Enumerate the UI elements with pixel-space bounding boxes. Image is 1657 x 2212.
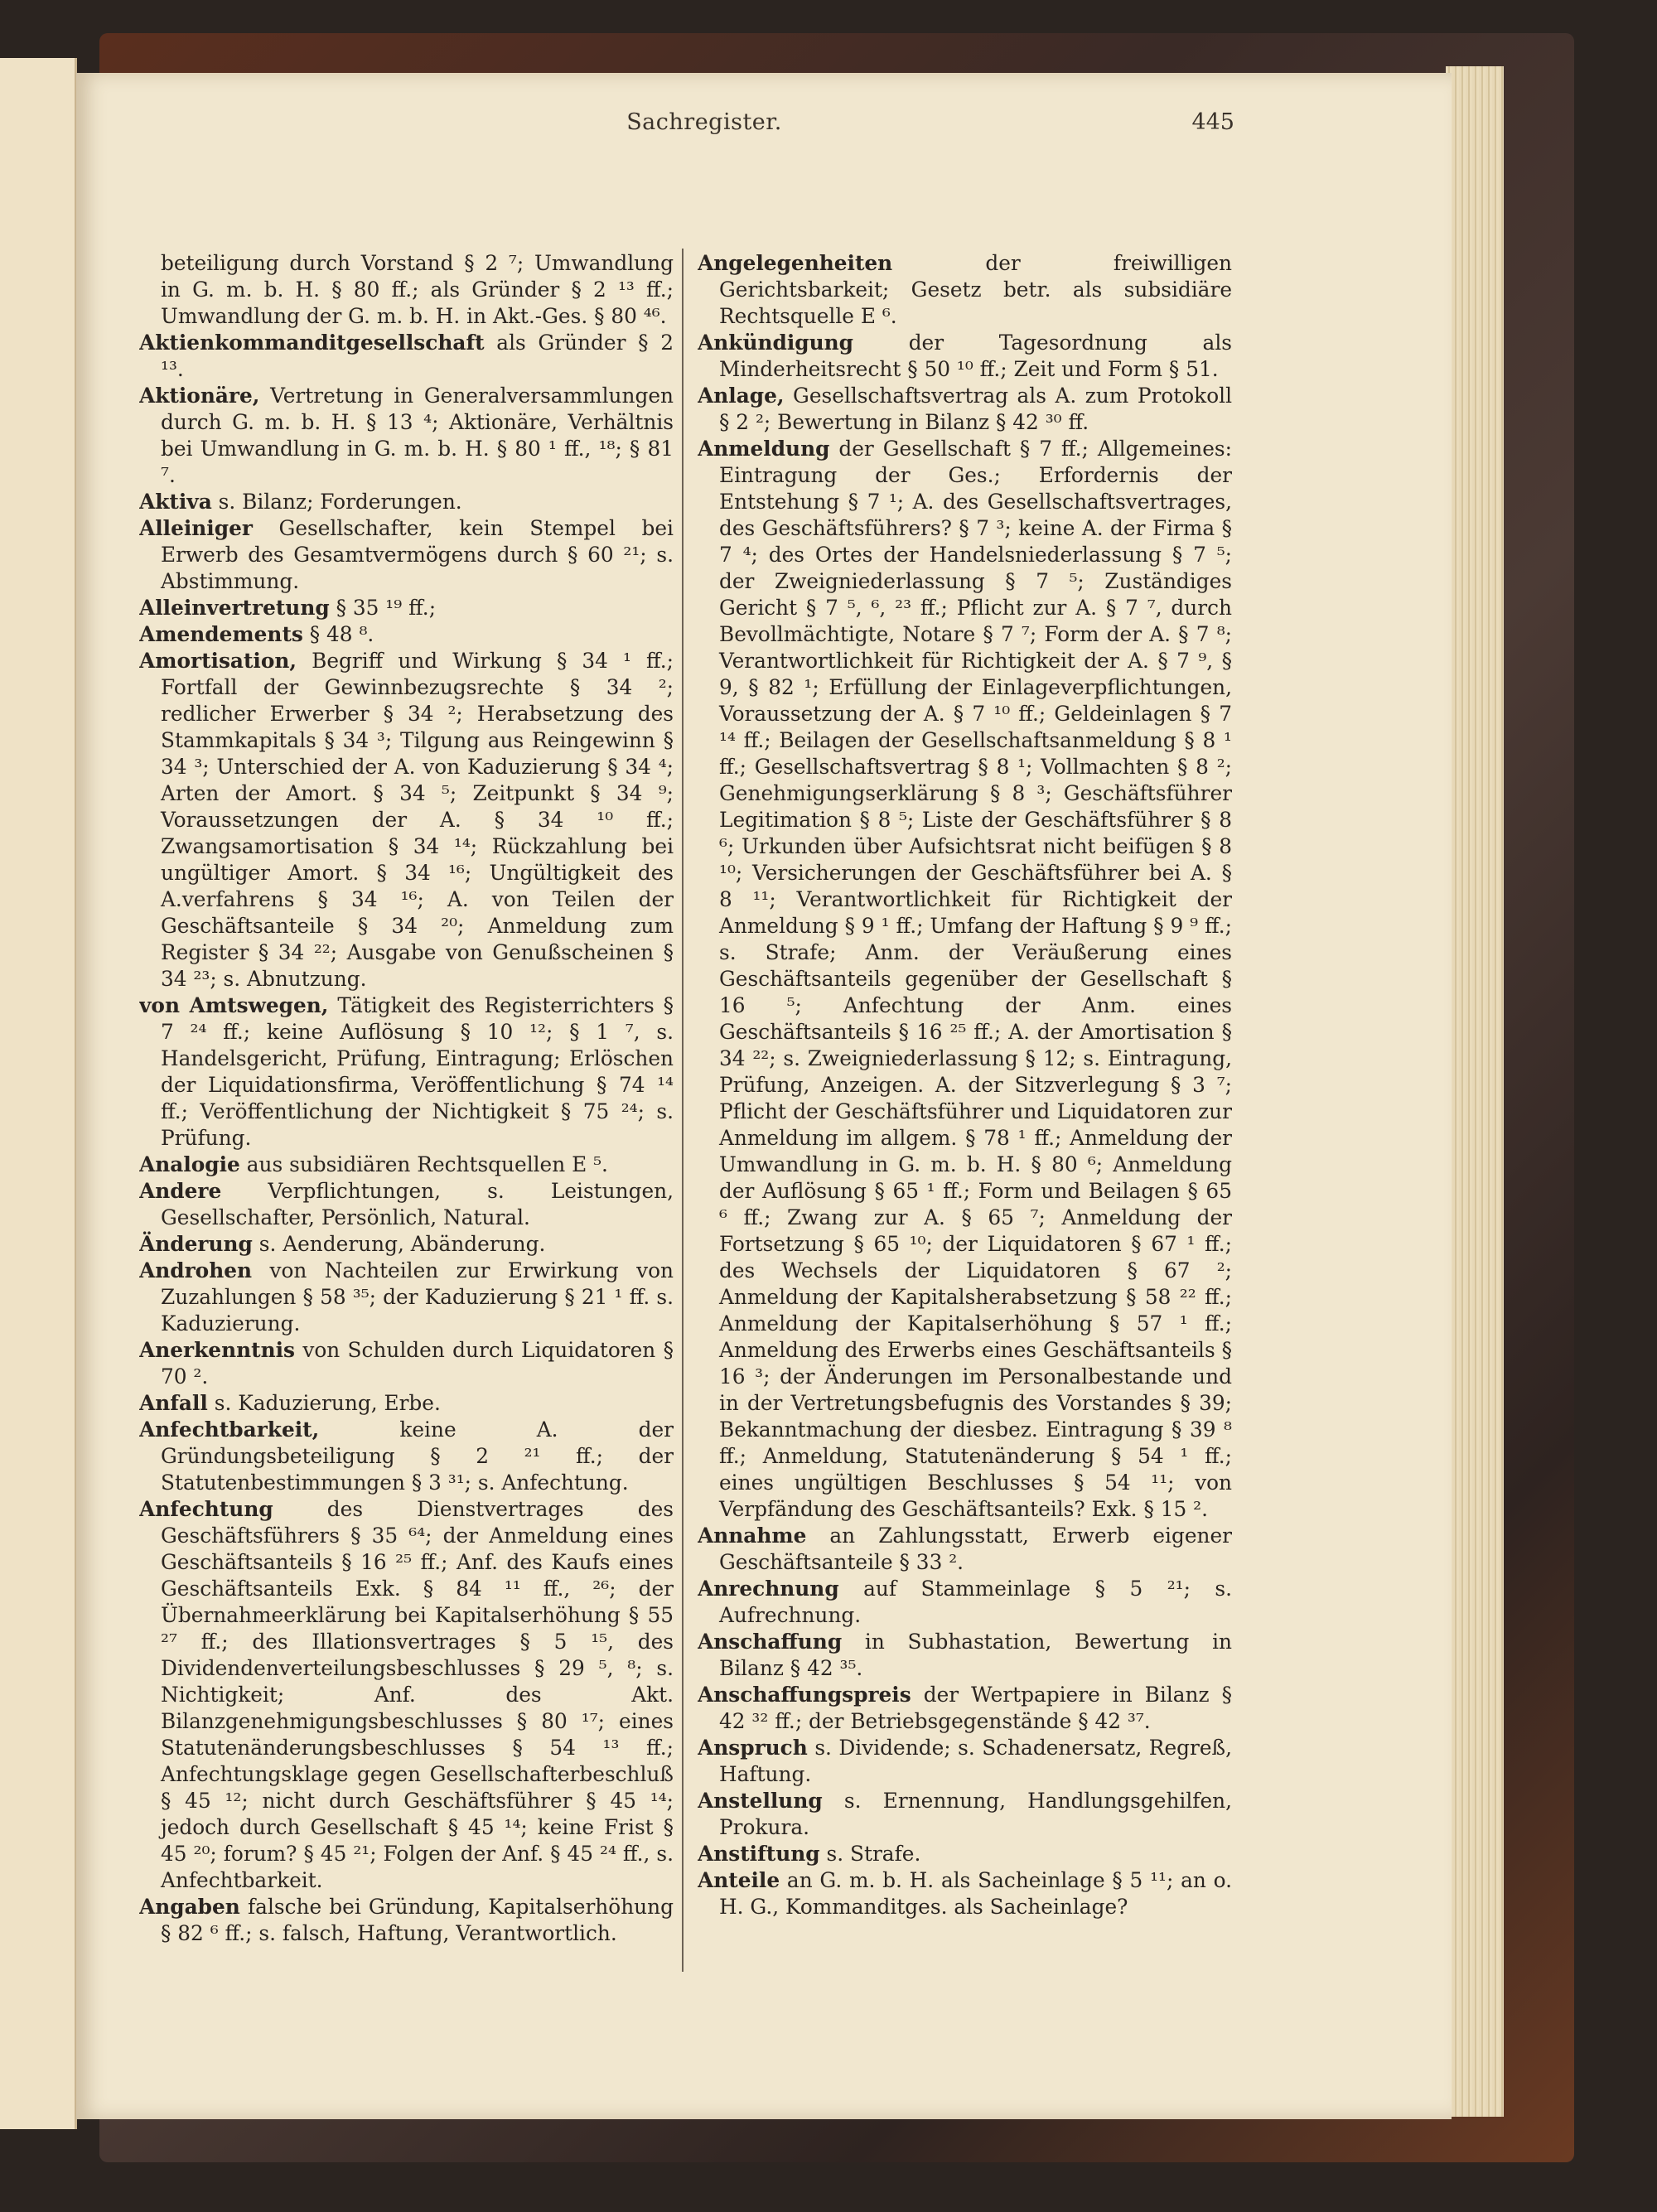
index-entry [698,383,1232,436]
index-entry [139,1337,674,1390]
entry-headword: Anstiftung [698,1842,820,1866]
entry-text: s. Dividende; s. Schadenersatz, Regreß, Haftung. [719,1736,1232,1786]
entry-headword: Anerkenntnis [139,1338,295,1362]
entry-headword: Anschaffungspreis [698,1683,911,1707]
entry-headword: Alleiniger [139,516,253,540]
index-entry [698,436,1232,1523]
entry-headword: Aktionäre, [139,384,260,408]
entry-headword: Anfechtung [139,1497,273,1521]
entry-text: s. Kaduzierung, Erbe. [214,1391,441,1415]
entry-headword: Amortisation, [139,649,297,673]
entry-headword: Anlage, [698,384,785,408]
index-entry [698,1841,1232,1867]
entry-text: beteiligung durch Vorstand § 2 ⁷; Umwandlung in G. m. b. H. § 80 ff.; als Gründer § 2 ¹³ ff.; Umwandlung der G. m. b. H. in Akt.-Ges. § 80 ⁴⁶. [161,251,674,328]
entry-text: Verpflichtungen, s. Leistungen, Gesellschafter, Persönlich, Natural. [161,1179,674,1229]
facing-page-edge [0,58,77,2129]
index-entry [139,1390,674,1417]
entry-text: Gesellschafter, kein Stempel bei Erwerb des Gesamtvermögens durch § 60 ²¹; s. Abstimmung. [161,516,674,593]
index-entry [139,1152,674,1178]
index-entry [139,1178,674,1231]
entry-text: der Wertpapiere in Bilanz § 42 ³² ff.; der Betriebsgegenstände § 42 ³⁷. [719,1683,1232,1733]
entry-text: der freiwilligen Gerichtsbarkeit; Gesetz betr. als subsidiäre Rechtsquelle E ⁶. [719,251,1232,328]
index-entry [139,595,674,621]
entry-headword: Anspruch [698,1736,808,1760]
entry-text: an G. m. b. H. als Sacheinlage § 5 ¹¹; an o. H. G., Kommanditges. als Sacheinlage? [719,1868,1232,1919]
index-entry [698,1523,1232,1576]
page-number: 445 [1191,109,1234,135]
entry-text: § 48 ⁸. [309,622,374,646]
index-entry [139,1894,674,1947]
index-entry [139,1496,674,1894]
entry-headword: Alleinvertretung [139,596,330,620]
entry-headword: Anteile [698,1868,780,1892]
entry-text: in Subhastation, Bewertung in Bilanz § 42 ³⁵. [719,1630,1232,1680]
index-column-right [698,250,1232,1973]
page-stack-edges [1446,66,1504,2117]
entry-headword: Anfechtbarkeit, [139,1418,320,1442]
column-divider [682,249,684,1972]
entry-text: Begriff und Wirkung § 34 ¹ ff.; Fortfall der Gewinnbezugsrechte § 34 ²; redlicher Erwerber § 34 ²; Herabsetzung des Stammkapitals § 34 ³; Tilgung aus Reingewinn § 34 ³; Unterschied der A. von Kaduzierung § 34 ⁴; Arten der Amort. § 34 ⁵; Zeitpunkt § 34 ⁹; Voraussetzungen der A. § 34 ¹⁰ ff.; Zwangsamortisation § 34 ¹⁴; Rückzahlung bei ungültiger Amort. § 34 ¹⁶; Ungültigkeit des A.verfahrens § 34 ¹⁶; A. von Teilen der Geschäftsanteile § 34 ²⁰; Anmeldung zum Register § 34 ²²; Ausgabe von Genußscheinen § 34 ²³; s. Abnutzung. [161,649,674,991]
entry-headword: Ankündigung [698,331,853,355]
entry-headword: Anfall [139,1391,208,1415]
entry-text: als Gründer § 2 ¹³. [161,331,674,381]
index-entry [139,1417,674,1496]
entry-text: auf Stammeinlage § 5 ²¹; s. Aufrechnung. [719,1577,1232,1627]
entry-headword: Angaben [139,1895,240,1919]
entry-headword: Anschaffung [698,1630,843,1654]
entry-text: s. Strafe. [826,1842,921,1866]
entry-headword: Andere [139,1179,222,1203]
index-entry [139,515,674,595]
entry-headword: Anstellung [698,1789,823,1813]
entry-text: von Schulden durch Liquidatoren § 70 ². [161,1338,674,1389]
entry-text: an Zahlungsstatt, Erwerb eigener Geschäftsanteile § 33 ². [719,1524,1232,1574]
entry-text: aus subsidiären Rechtsquellen E ⁵. [246,1152,608,1176]
index-entry [139,1258,674,1337]
entry-headword: von Amtswegen, [139,993,329,1017]
entry-text: des Dienstvertrages des Geschäftsführers § 35 ⁶⁴; der Anmeldung eines Geschäftsanteils § 16 ²⁵ ff.; Anf. des Kaufs eines Geschäftsanteils Exk. § 84 ¹¹ ff., ²⁶; der Übernahmeerklärung bei Kapitalserhöhung § 55 ²⁷ ff.; des Illationsvertrages § 5 ¹⁵, des Dividendenverteilungsbeschlusses § 29 ⁵, ⁸; s. Nichtigkeit; Anf. des Akt. Bilanzgenehmigungsbeschlusses § 80 ¹⁷; eines Statutenänderungsbeschlusses § 54 ¹³ ff.; Anfechtungsklage gegen Gesellschafterbeschluß § 45 ¹²; nicht durch Geschäftsführer § 45 ¹⁴; jedoch durch Gesellschaft § 45 ¹⁴; keine Frist § 45 ²⁰; forum? § 45 ²¹; Folgen der Anf. § 45 ²⁴ ff., s. Anfechtbarkeit. [161,1497,674,1892]
entry-text: s. Ernennung, Handlungsgehilfen, Prokura. [719,1789,1232,1839]
entry-text: s. Bilanz; Forderungen. [218,490,462,514]
entry-headword: Anmeldung [698,437,830,461]
index-entry [698,1735,1232,1788]
index-entry [139,648,674,993]
index-entry [139,250,674,330]
entry-headword: Aktiva [139,490,212,514]
index-entry [698,250,1232,330]
entry-headword: Änderung [139,1232,253,1256]
index-entry [698,1629,1232,1682]
entry-text: der Gesellschaft § 7 ff.; Allgemeines: Eintragung der Ges.; Erfordernis der Entstehung § 7 ¹; A. des Gesellschaftsvertrages, des Geschäftsführers? § 7 ³; keine A. der Firma § 7 ⁴; des Ortes der Handelsniederlassung § 7 ⁵; der Zweigniederlassung § 7 ⁵; Zuständiges Gericht § 7 ⁵, ⁶, ²³ ff.; Pflicht zur A. § 7 ⁷, durch Bevollmächtigte, Notare § 7 ⁷; Form der A. § 7 ⁸; Verantwortlichkeit für Richtigkeit der A. § 7 ⁹, § 9, § 82 ¹; Erfüllung der Einlageverpflichtungen, Voraussetzung der A. § 7 ¹⁰ ff.; Geldeinlagen § 7 ¹⁴ ff.; Beilagen der Gesellschaftsanmeldung § 8 ¹ ff.; Gesellschaftsvertrag § 8 ¹; Vollmachten § 8 ²; Genehmigungserklärung § 8 ³; Geschäftsführer Legitimation § 8 ⁵; Liste der Geschäftsführer § 8 ⁶; Urkunden über Aufsichtsrat nicht beifügen § 8 ¹⁰; Versicherungen der Geschäftsführer bei A. § 8 ¹¹; Verantwortlichkeit für Richtigkeit der Anmeldung § 9 ¹ ff.; Umfang der Haftung § 9 ⁹ ff.; s. Strafe; Anm. der Veräußerung eines Geschäftsanteils gegenüber der Gesellschaft § 16 ⁵; Anfechtung der Anm. eines Geschäftsanteils § 16 ²⁵ ff.; A. der Amortisation § 34 ²²; s. Zweigniederlassung § 12; s. Eintragung, Prüfung, Anzeigen. A. der Sitzverlegung § 3 ⁷; Pflicht der Geschäftsführer und Liquidatoren zur Anmeldung im allgem. § 78 ¹ ff.; Anmeldung der Umwandlung in G. m. b. H. § 80 ⁶; Anmeldung der Auflösung § 65 ¹ ff.; Form und Beilagen § 65 ⁶ ff.; Zwang zur A. § 65 ⁷; Anmeldung der Fortsetzung § 65 ¹⁰; der Liquidatoren § 67 ¹ ff.; des Wechsels der Liquidatoren § 67 ²; Anmeldung der Kapitalsherabsetzung § 58 ²² ff.; Anmeldung der Kapitalserhöhung § 57 ¹ ff.; Anmeldung des Erwerbs eines Geschäftsanteils § 16 ³; der Änderungen im Personalbestande und in der Vertretungsbefugnis des Vorstandes § 39; Bekanntmachung der diesbez. Eintragung § 39 ⁸ ff.; Anmeldung, Statutenänderung § 54 ¹ ff.; eines ungültigen Beschlusses § 54 ¹¹; von Verpfändung des Geschäftsanteils? Exk. § 15 ². [719,437,1232,1521]
index-entry [698,1576,1232,1629]
entry-text: falsche bei Gründung, Kapitalserhöhung § 82 ⁶ ff.; s. falsch, Haftung, Verantwortlich. [161,1895,674,1945]
index-entry [139,1231,674,1258]
entry-text: § 35 ¹⁹ ff.; [336,596,437,620]
index-entry [139,383,674,489]
index-entry [139,621,674,648]
entry-headword: Aktienkommanditgesellschaft [139,331,485,355]
index-entry [698,1682,1232,1735]
entry-headword: Annahme [698,1524,807,1548]
entry-text: Tätigkeit des Registerrichters § 7 ²⁴ ff.; keine Auflösung § 10 ¹²; § 1 ⁷, s. Handelsgericht, Prüfung, Eintragung; Erlöschen der Liquidationsfirma, Veröffentlichung § 74 ¹⁴ ff.; Veröffentlichung der Nichtigkeit § 75 ²⁴; s. Prüfung. [161,993,674,1150]
running-head: Sachregister. [626,109,782,135]
entry-text: Vertretung in Generalversammlungen durch G. m. b. H. § 13 ⁴; Aktionäre, Verhältnis bei Umwandlung in G. m. b. H. § 80 ¹ ff., ¹⁸; § 81 ⁷. [161,384,674,487]
entry-text: s. Aenderung, Abänderung. [258,1232,546,1256]
index-entry [698,1788,1232,1841]
index-entry [698,330,1232,383]
entry-text: Gesellschaftsvertrag als A. zum Protokoll § 2 ²; Bewertung in Bilanz § 42 ³⁰ ff. [719,384,1232,434]
entry-headword: Androhen [139,1258,253,1282]
index-entry [139,993,674,1152]
entry-headword: Anrechnung [698,1577,839,1601]
index-entry [698,1867,1232,1920]
index-entry [139,489,674,515]
entry-headword: Angelegenheiten [698,251,893,275]
entry-text: keine A. der Gründungsbeteiligung § 2 ²¹ ff.; der Statutenbestimmungen § 3 ³¹; s. Anfechtung. [161,1418,674,1495]
entry-headword: Analogie [139,1152,240,1176]
entry-headword: Amendements [139,622,303,646]
index-column-left [139,250,674,1973]
index-entry [139,330,674,383]
entry-text: der Tagesordnung als Minderheitsrecht § 50 ¹⁰ ff.; Zeit und Form § 51. [719,331,1232,381]
entry-text: von Nachteilen zur Erwirkung von Zuzahlungen § 58 ³⁵; der Kaduzierung § 21 ¹ ff. s. Kaduzierung. [161,1258,674,1335]
